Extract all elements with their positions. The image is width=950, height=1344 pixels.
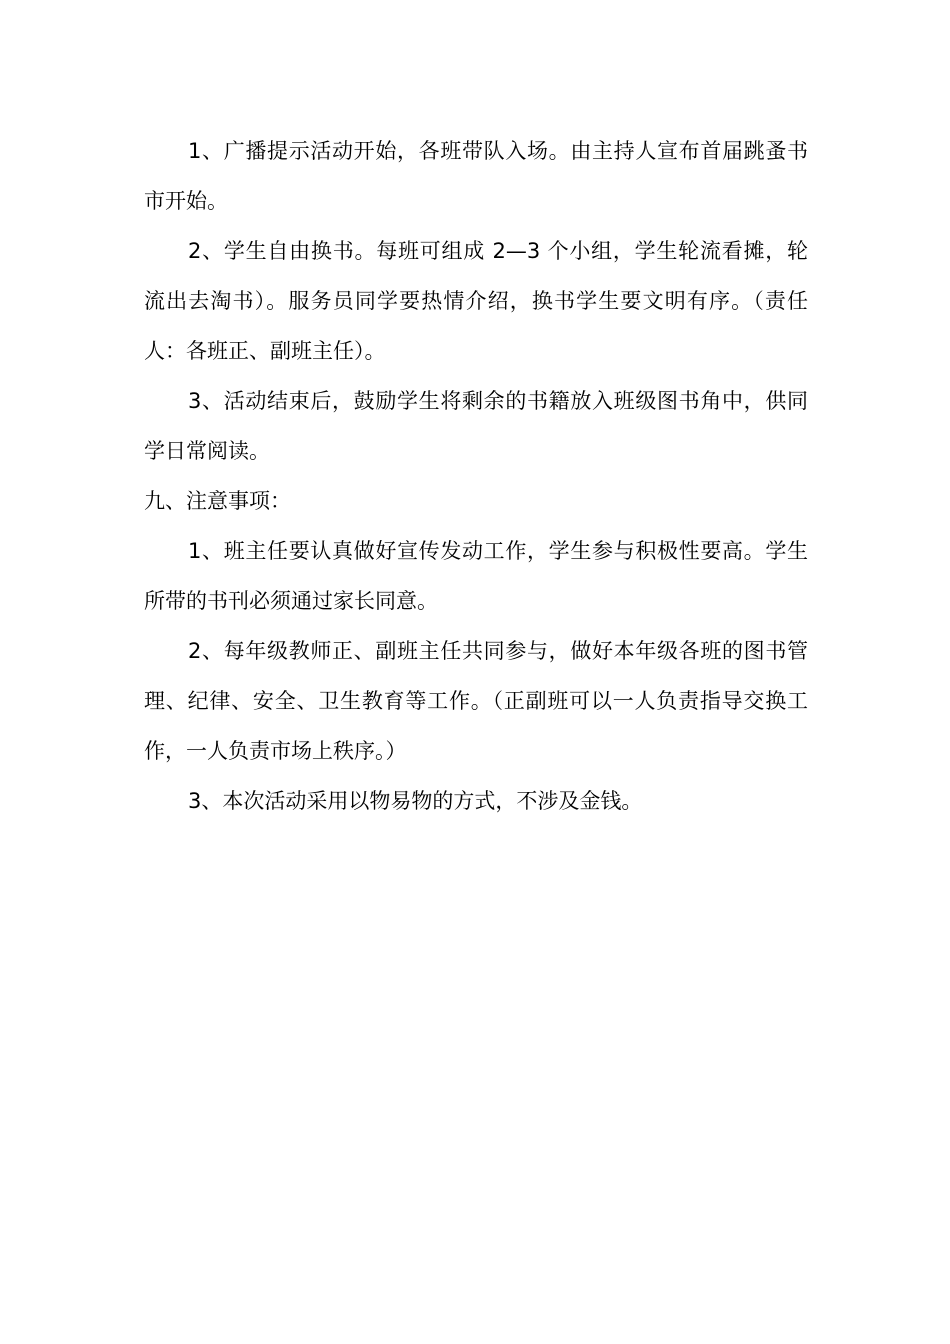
document-body <box>144 126 808 826</box>
paragraph-step-3: 3、活动结束后，鼓励学生将剩余的书籍放入班级图书角中，供同学日常阅读。 <box>144 389 808 463</box>
section-heading-notes: 九、注意事项： <box>144 489 291 513</box>
paragraph-note-2: 2、每年级教师正、副班主任共同参与，做好本年级各班的图书管理、纪律、安全、卫生教育等工作。（正副班可以一人负责指导交换工作，一人负责市场上秩序。） <box>144 639 808 763</box>
paragraph-note-1: 1、班主任要认真做好宣传发动工作，学生参与积极性要高。学生所带的书刊必须通过家长同意。 <box>144 539 808 613</box>
paragraph-step-1: 1、广播提示活动开始，各班带队入场。由主持人宣布首届跳蚤书市开始。 <box>144 139 808 213</box>
paragraph-step-2: 2、学生自由换书。每班可组成 2—3 个小组，学生轮流看摊，轮流出去淘书）。服务员同学要热情介绍，换书学生要文明有序。（责任人：各班正、副班主任）。 <box>144 239 808 363</box>
paragraph-note-3: 3、本次活动采用以物易物的方式，不涉及金钱。 <box>188 789 643 813</box>
